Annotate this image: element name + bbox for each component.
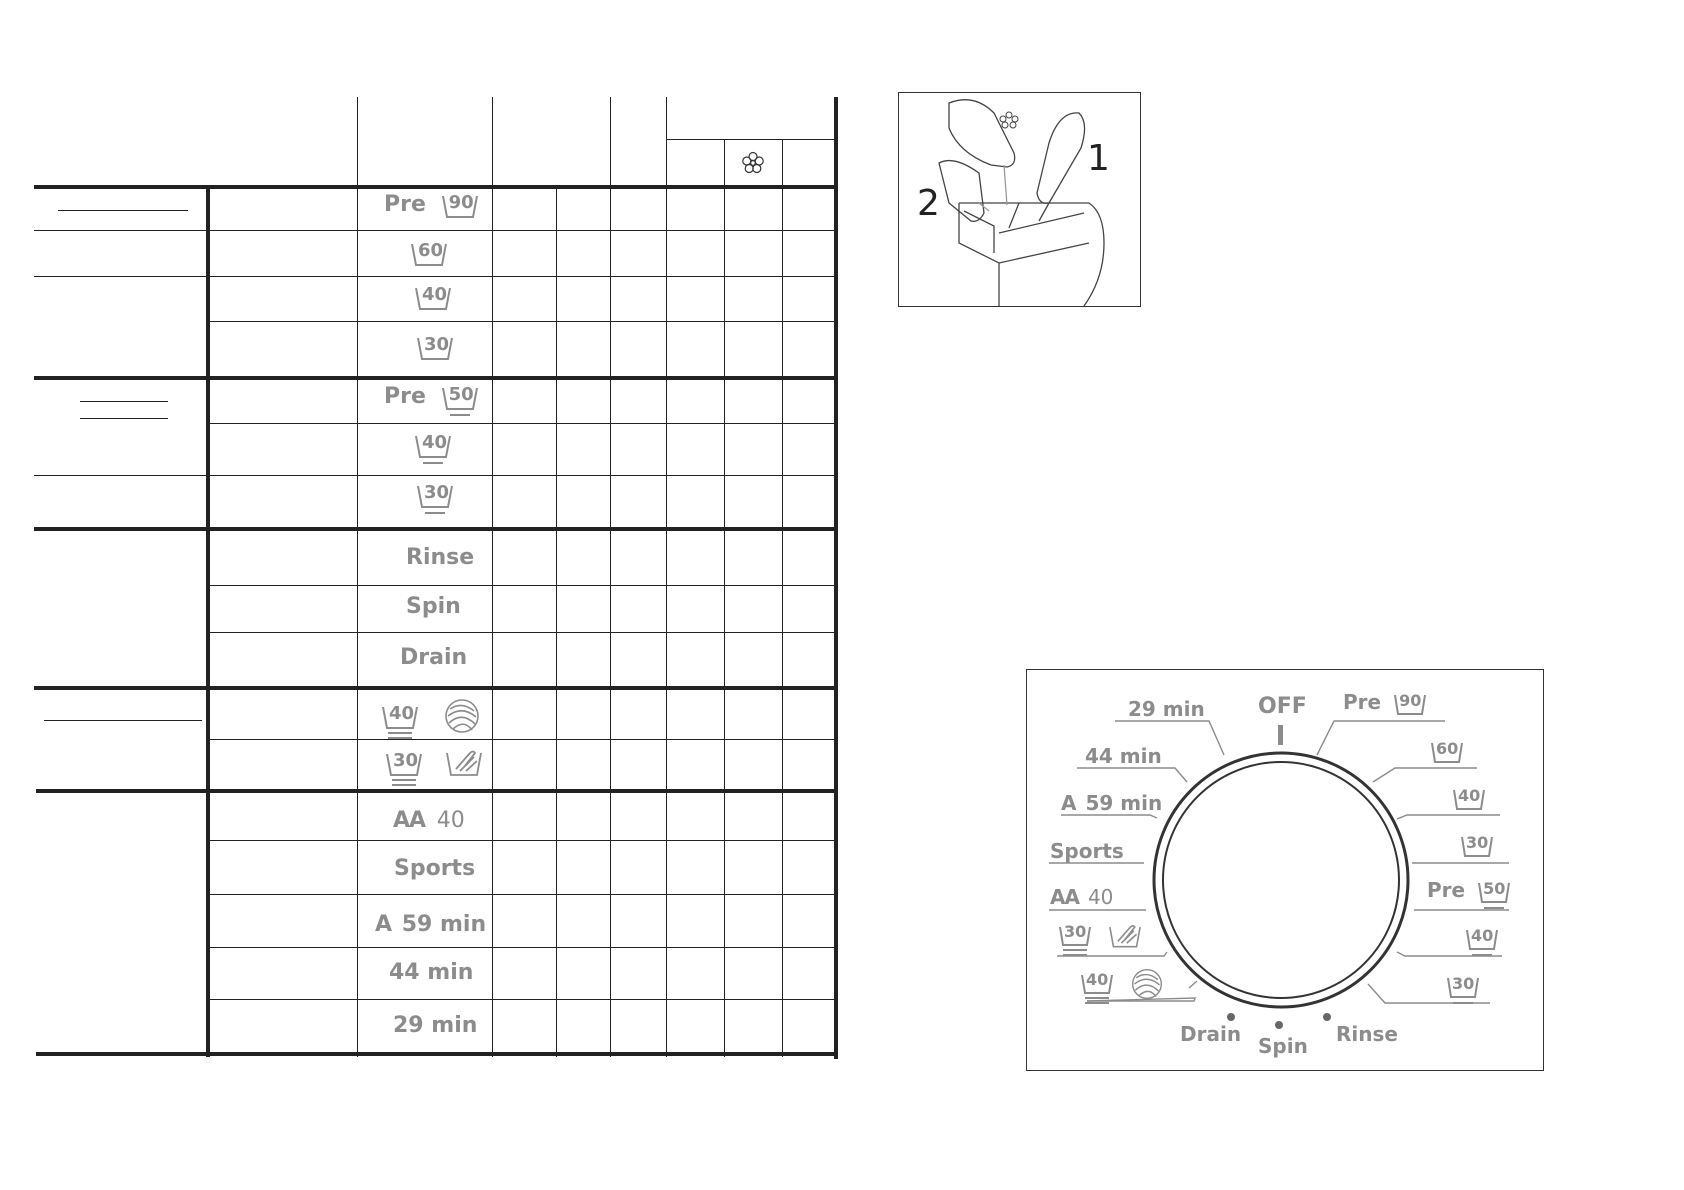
wash-tub-icon: 90 xyxy=(1392,692,1435,716)
flower-icon xyxy=(741,151,765,175)
program-30-synthetic xyxy=(415,482,466,508)
program-wool-40 xyxy=(380,697,482,735)
program-handwash-30 xyxy=(384,745,484,781)
wash-tub-icon: 30 xyxy=(415,335,466,360)
program-a-59-min: A 59 min xyxy=(375,912,487,937)
program-dial-panel xyxy=(1026,669,1544,1071)
wool-icon xyxy=(1129,967,1165,1001)
program-60 xyxy=(409,240,460,266)
wash-tub-delicate-icon: 40 xyxy=(380,704,431,729)
dial-spin: Spin xyxy=(1258,1034,1308,1058)
dial-rinse: Rinse xyxy=(1336,1022,1398,1046)
a-label: A xyxy=(1061,791,1077,815)
aa-label: AA xyxy=(1050,885,1079,909)
detergent-drawer-illustration xyxy=(898,92,1141,307)
program-drain: Drain xyxy=(400,645,468,670)
program-rinse: Rinse xyxy=(406,545,475,570)
dial-40-synthetic xyxy=(1464,925,1507,951)
compartment-label-2: 2 xyxy=(917,183,940,224)
wash-tub-synthetic-icon: 30 xyxy=(1445,975,1488,999)
dial-29-min: 29 min xyxy=(1128,697,1205,721)
dial-handwash-30 xyxy=(1057,920,1143,952)
hand-wash-icon xyxy=(444,745,484,781)
dial-pre-90: Pre $^{90}$ xyxy=(1343,690,1435,716)
program-29-min: 29 min xyxy=(393,1013,478,1038)
dial-sports: Sports xyxy=(1050,839,1124,863)
wash-tub-synthetic-icon: 40 xyxy=(413,433,464,458)
hand-wash-icon xyxy=(1107,920,1143,952)
program-44-min: 44 min xyxy=(389,960,474,985)
dial-30 xyxy=(1459,832,1502,858)
dial-a-59-min: A 59 min xyxy=(1061,791,1163,815)
wash-tub-icon: 90 xyxy=(440,193,491,218)
dial-drain: Drain xyxy=(1180,1022,1242,1046)
wash-tub-icon: 40 xyxy=(1451,787,1494,811)
wash-tub-icon: 30 xyxy=(1459,834,1502,858)
a-label: A xyxy=(375,912,393,937)
wash-tub-icon: 60 xyxy=(409,241,460,266)
pre-label: Pre xyxy=(384,192,426,217)
dial-aa-40: AA 40 xyxy=(1050,885,1114,909)
dial-off-label: OFF xyxy=(1258,694,1307,719)
dial-44-min: 44 min xyxy=(1085,744,1162,768)
wash-tub-delicate-icon: 30 xyxy=(1057,924,1100,948)
dial-graphics xyxy=(1027,670,1543,1070)
program-table xyxy=(0,0,840,1060)
wool-icon xyxy=(442,697,482,735)
wash-tub-icon: 60 xyxy=(1429,740,1472,764)
wash-tub-delicate-icon: 40 xyxy=(1079,972,1122,996)
program-40-synthetic xyxy=(413,432,464,458)
program-aa-40: AA 40 xyxy=(393,808,465,833)
program-pre-50 xyxy=(384,384,490,410)
dial-pre-50: Pre $^{50}$ xyxy=(1427,878,1519,904)
wash-tub-synthetic-icon: 50 xyxy=(440,385,491,410)
dial-60 xyxy=(1429,738,1472,764)
wash-tub-synthetic-icon: 50 xyxy=(1476,880,1519,904)
program-pre-90 xyxy=(384,192,490,218)
dial-30-synthetic xyxy=(1445,973,1488,999)
wash-tub-icon: 40 xyxy=(413,285,464,310)
wash-tub-synthetic-icon: 40 xyxy=(1464,927,1507,951)
program-sports: Sports xyxy=(394,856,476,881)
wash-tub-delicate-icon: 30 xyxy=(384,751,435,776)
dial-wool-40 xyxy=(1079,967,1165,1001)
program-40 xyxy=(413,284,464,310)
pre-label: Pre xyxy=(384,384,426,409)
program-30 xyxy=(415,334,466,360)
dial-40 xyxy=(1451,785,1494,811)
program-spin: Spin xyxy=(406,594,461,619)
aa-label: AA xyxy=(393,808,426,833)
wash-tub-synthetic-icon: 30 xyxy=(415,483,466,508)
compartment-label-1: 1 xyxy=(1087,138,1110,179)
